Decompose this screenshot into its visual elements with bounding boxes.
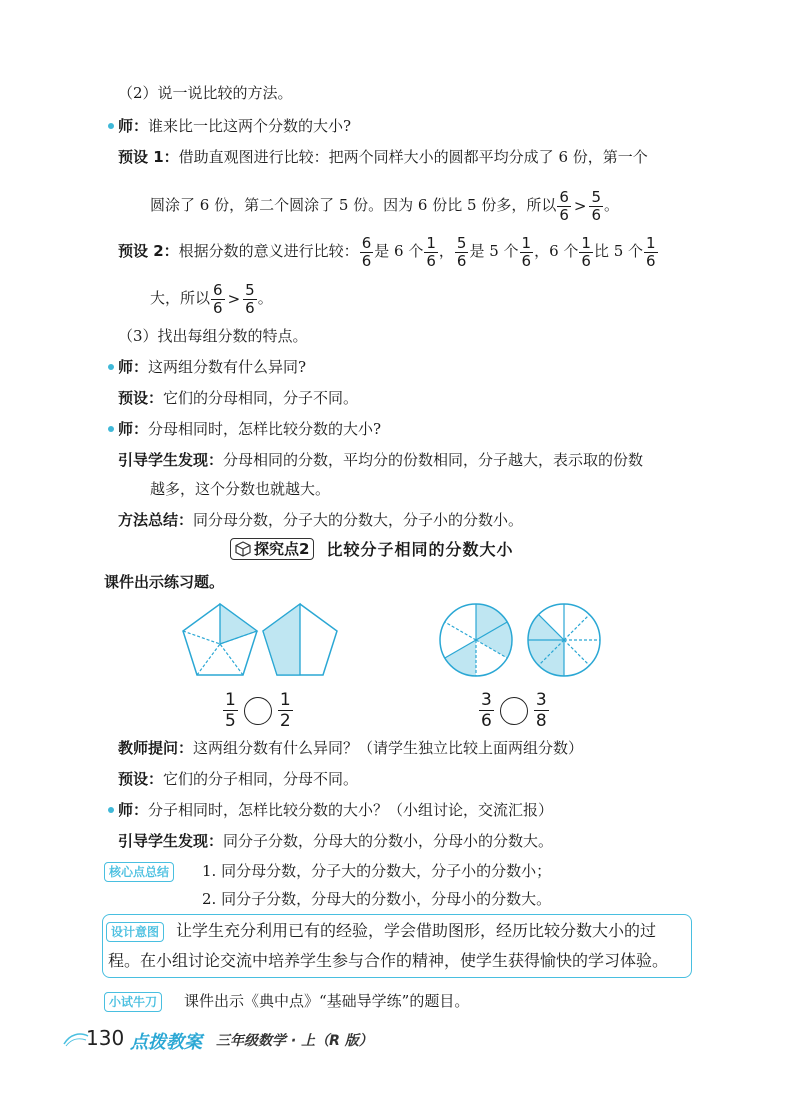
design-tag: 设计意图 (106, 922, 164, 942)
explore-badge: 探究点2 (230, 538, 314, 560)
section-3-heading: （3）找出每组分数的特点。 (118, 327, 308, 345)
summary-item-2: 2. 同分子分数，分母大的分数小，分母小的分数大。 (202, 890, 552, 908)
section-2-heading: （2）说一说比较的方法。 (118, 84, 293, 102)
try-tag: 小试牛刀 (104, 992, 162, 1012)
page-number: 130 (86, 1026, 125, 1050)
bullet-dot (108, 426, 114, 432)
pentagon-right (263, 604, 337, 675)
compare-blank-circle[interactable] (500, 697, 528, 725)
fraction-6-6: $\frac{6}{6}$ (213, 280, 223, 317)
fraction-3-6: $\frac{3}{6}$ (481, 690, 492, 731)
method-summary: 方法总结：同分母分数，分子大的分数大，分子小的分数小。 (118, 511, 524, 529)
cube-icon (235, 541, 251, 557)
bullet-dot (108, 807, 114, 813)
pentagon-figures (180, 600, 340, 680)
design-line-1: 让学生充分利用已有的经验，学会借助图形，经历比较分数大小的过 (176, 921, 657, 940)
fraction-1-6: $\frac{1}{6}$ (646, 233, 656, 270)
preset-2-conclusion: 大，所以 $\frac{6}{6}$ > $\frac{5}{6}$ 。 (150, 280, 273, 317)
fraction-3-8: $\frac{3}{8}$ (535, 690, 547, 731)
compare-1-5-1-2 (222, 690, 294, 731)
explore-point-heading (230, 537, 513, 560)
circle-left (440, 604, 512, 676)
guide-line-1-cont: 越多，这个分数也就越大。 (150, 480, 331, 498)
teacher-line-2: 师：这两组分数有什么异同? (118, 358, 307, 376)
fraction-1-6: $\frac{1}{6}$ (581, 233, 591, 270)
guide-line-2: 引导学生发现：同分子分数，分母大的分数小，分母小的分数大。 (118, 832, 554, 850)
footer-book-title: 三年级数学 · 上（R 版） (216, 1033, 373, 1049)
circle-right (528, 604, 600, 676)
preset-1-line: 预设 1：借助直观图进行比较：把两个同样大小的圆都平均分成了 6 份，第一个 (118, 148, 648, 166)
fraction-1-6: $\frac{1}{6}$ (521, 233, 532, 270)
fraction-1-2: $\frac{1}{2}$ (279, 690, 291, 731)
compare-blank-circle[interactable] (244, 697, 272, 725)
fraction-1-6: $\frac{1}{6}$ (426, 233, 436, 270)
preset-1-conclusion: 圆涂了 6 份，第二个圆涂了 5 份。因为 6 份比 5 份多，所以 $\frac{6}{6}$ > $\frac{5}{6}$ 。 (150, 187, 620, 224)
teacher-line-4: 师：分子相同时，怎样比较分数的大小？（小组讨论，交流汇报） (118, 801, 554, 819)
summary-item-1: 1. 同分母分数，分子大的分数大，分子小的分数小； (202, 862, 552, 880)
guide-line-1: 引导学生发现：分母相同的分数，平均分的份数相同，分子越大，表示取的份数 (118, 451, 644, 469)
summary-tag: 核心点总结 (104, 862, 174, 882)
preset-line-3: 预设：它们的分母相同，分子不同。 (118, 389, 359, 407)
design-line-2: 程。在小组讨论交流中培养学生参与合作的精神，使学生获得愉快的学习体验。 (108, 951, 669, 970)
try-line: 课件出示《典中点》“基础导学练”的题目。 (184, 992, 470, 1010)
compare-3-6-3-8 (478, 690, 550, 731)
teacher-question: 教师提问：这两组分数有什么异同？（请学生独立比较上面两组分数） (118, 739, 584, 757)
teacher-line-1: 师：谁来比一比这两个分数的大小? (118, 117, 352, 135)
explore-title: 比较分子相同的分数大小 (326, 540, 514, 559)
fraction-6-6: $\frac{6}{6}$ (361, 233, 372, 270)
fraction-5-6: $\frac{5}{6}$ (245, 280, 255, 317)
preset-line-4: 预设：它们的分子相同，分母不同。 (118, 770, 359, 788)
bullet-dot (108, 364, 114, 370)
teacher-line-3: 师：分母相同时，怎样比较分数的大小? (118, 420, 382, 438)
footer-brand-logo: 点拨教案 (130, 1032, 202, 1053)
fraction-5-6: $\frac{5}{6}$ (591, 187, 601, 224)
courseware-heading: 课件出示练习题。 (104, 573, 225, 591)
preset-2-line: 预设 2：根据分数的意义进行比较： $\frac{6}{6}$ 是 6 个 $\frac{1}{6}$ ， $\frac{5}{6}$ 是 5 个 $\frac{1}{6}$ ，6 个 $\frac{1}{6}$ 比 5 个 $\frac{1}{6}$ (118, 233, 656, 270)
circle-figures (436, 600, 606, 680)
fraction-6-6: $\frac{6}{6}$ (559, 187, 569, 224)
bullet-dot (108, 123, 114, 129)
fraction-1-5: $\frac{1}{5}$ (225, 690, 236, 731)
fraction-5-6: $\frac{5}{6}$ (456, 233, 467, 270)
pentagon-left (183, 604, 257, 675)
